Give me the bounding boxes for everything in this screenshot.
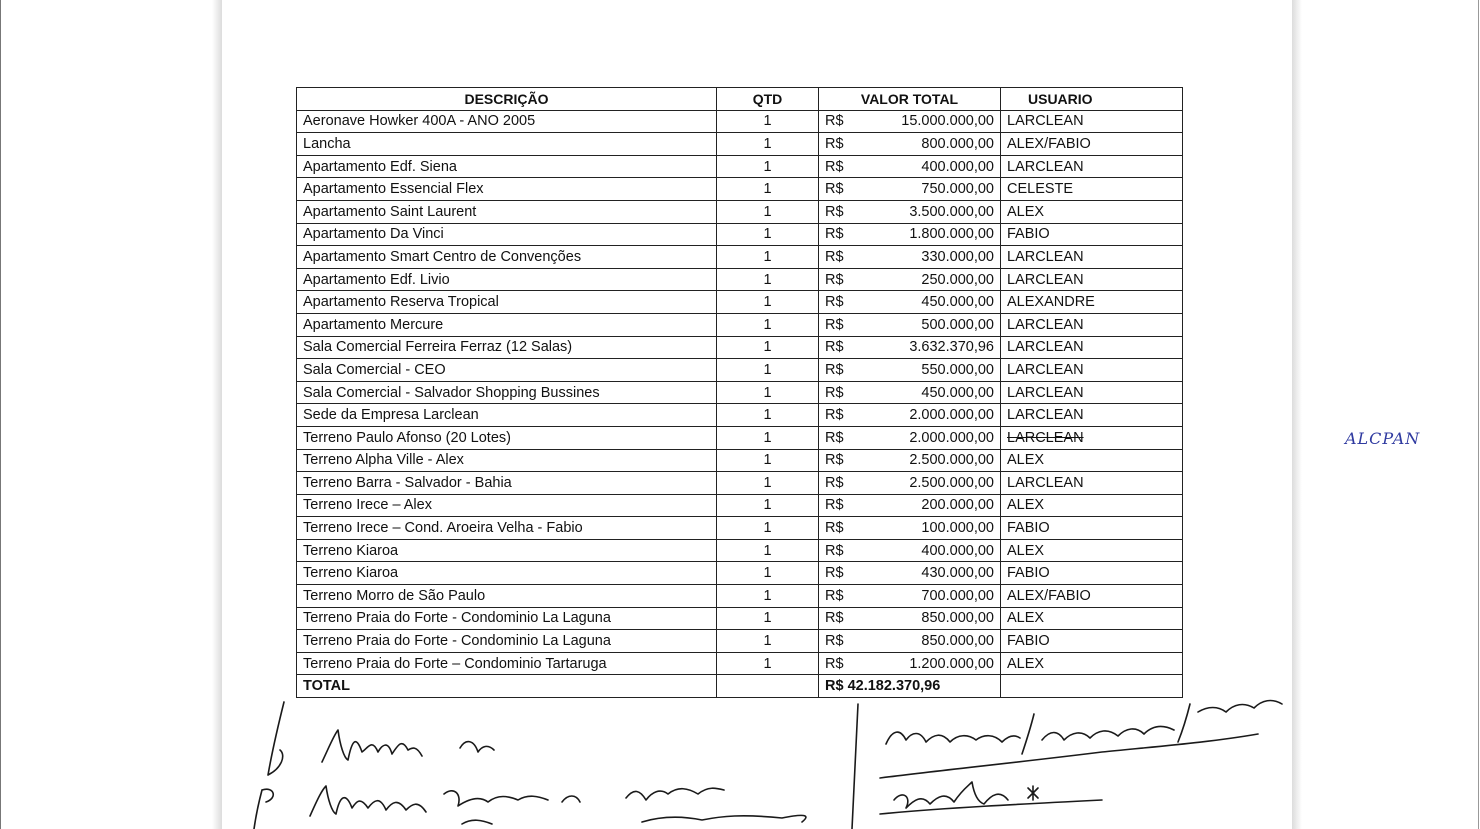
currency-symbol: R$ (825, 203, 844, 220)
usuario-text: FABIO (1007, 520, 1050, 537)
cell-usuario (1001, 155, 1183, 178)
table-row (297, 246, 1183, 269)
usuario-text: ALEX (1007, 542, 1045, 559)
cell-descricao: Apartamento Da Vinci (297, 223, 717, 246)
cell-qtd: 1 (717, 449, 819, 472)
cell-valor-total (819, 517, 1001, 540)
cell-qtd: 1 (717, 246, 819, 269)
currency-symbol: R$ (825, 339, 844, 356)
cell-valor-total (819, 494, 1001, 517)
table-row (297, 178, 1183, 201)
usuario-text: ALEX (1007, 203, 1045, 220)
amount: 15.000.000,00 (901, 113, 994, 130)
currency-symbol: R$ (825, 610, 844, 627)
cell-usuario (1001, 449, 1183, 472)
cell-usuario (1001, 607, 1183, 630)
currency-symbol: R$ (825, 316, 844, 333)
table-row (297, 381, 1183, 404)
currency-symbol: R$ (825, 474, 844, 491)
cell-valor-total (819, 585, 1001, 608)
amount: 250.000,00 (921, 271, 994, 288)
usuario-text: LARCLEAN (1007, 407, 1084, 424)
cell-valor-total (819, 449, 1001, 472)
amount: 850.000,00 (921, 610, 994, 627)
cell-usuario (1001, 562, 1183, 585)
cell-usuario (1001, 472, 1183, 495)
currency-symbol: R$ (825, 452, 844, 469)
cell-valor-total (819, 607, 1001, 630)
currency-symbol: R$ (825, 497, 844, 514)
currency-symbol: R$ (825, 158, 844, 175)
cell-valor-total (819, 133, 1001, 156)
cell-descricao: Sala Comercial Ferreira Ferraz (12 Salas) (297, 336, 717, 359)
cell-qtd: 1 (717, 652, 819, 675)
currency-symbol: R$ (825, 294, 844, 311)
cell-valor-total (819, 336, 1001, 359)
cell-descricao: Sala Comercial - CEO (297, 359, 717, 382)
cell-qtd: 1 (717, 359, 819, 382)
usuario-text: ALEX/FABIO (1007, 587, 1091, 604)
cell-descricao: Terreno Paulo Afonso (20 Lotes) (297, 426, 717, 449)
usuario-text: LARCLEAN (1007, 384, 1084, 401)
cell-qtd: 1 (717, 178, 819, 201)
handwritten-user-correction: ALCPAN (1345, 429, 1421, 448)
cell-usuario (1001, 133, 1183, 156)
cell-valor-total (819, 472, 1001, 495)
amount: 750.000,00 (921, 181, 994, 198)
cell-descricao: Terreno Irece – Cond. Aroeira Velha - Fabio (297, 517, 717, 540)
cell-usuario (1001, 178, 1183, 201)
cell-usuario (1001, 539, 1183, 562)
asset-table (296, 87, 1183, 698)
table-row (297, 200, 1183, 223)
cell-descricao: Apartamento Edf. Livio (297, 268, 717, 291)
cell-qtd: 1 (717, 381, 819, 404)
cell-qtd: 1 (717, 426, 819, 449)
cell-qtd: 1 (717, 110, 819, 133)
cell-descricao: Lancha (297, 133, 717, 156)
amount: 450.000,00 (921, 294, 994, 311)
currency-symbol: R$ (825, 587, 844, 604)
amount: 400.000,00 (921, 158, 994, 175)
cell-qtd: 1 (717, 585, 819, 608)
usuario-text: ALEX/FABIO (1007, 135, 1091, 152)
amount: 430.000,00 (921, 565, 994, 582)
amount: 550.000,00 (921, 361, 994, 378)
cell-qtd: 1 (717, 313, 819, 336)
usuario-text: LARCLEAN (1007, 429, 1084, 446)
cell-valor-total (819, 246, 1001, 269)
table-row (297, 110, 1183, 133)
table-row (297, 133, 1183, 156)
amount: 700.000,00 (921, 587, 994, 604)
cell-usuario (1001, 404, 1183, 427)
header-qtd: QTD (717, 88, 819, 111)
usuario-text: CELESTE (1007, 181, 1074, 198)
viewer-left-edge (0, 0, 1, 829)
cell-usuario (1001, 426, 1183, 449)
usuario-text: LARCLEAN (1007, 271, 1084, 288)
usuario-text: LARCLEAN (1007, 316, 1084, 333)
currency-symbol: R$ (825, 361, 844, 378)
table-row (297, 223, 1183, 246)
cell-qtd: 1 (717, 607, 819, 630)
table-row (297, 336, 1183, 359)
currency-symbol: R$ (825, 655, 844, 672)
amount: 2.500.000,00 (909, 474, 994, 491)
total-value: R$ 42.182.370,96 (819, 675, 1001, 698)
amount: 2.000.000,00 (909, 407, 994, 424)
cell-usuario (1001, 246, 1183, 269)
usuario-text: ALEX (1007, 655, 1045, 672)
cell-qtd: 1 (717, 494, 819, 517)
cell-valor-total (819, 155, 1001, 178)
cell-usuario (1001, 381, 1183, 404)
usuario-text: LARCLEAN (1007, 361, 1084, 378)
page-shadow-left (212, 0, 222, 829)
cell-valor-total (819, 562, 1001, 585)
cell-usuario (1001, 517, 1183, 540)
currency-symbol: R$ (825, 407, 844, 424)
cell-valor-total (819, 223, 1001, 246)
cell-valor-total (819, 426, 1001, 449)
cell-usuario (1001, 223, 1183, 246)
header-valor-total: VALOR TOTAL (819, 88, 1001, 111)
table-row (297, 359, 1183, 382)
table-row (297, 404, 1183, 427)
amount: 2.500.000,00 (909, 452, 994, 469)
currency-symbol: R$ (825, 429, 844, 446)
cell-descricao: Aeronave Howker 400A - ANO 2005 (297, 110, 717, 133)
cell-valor-total (819, 313, 1001, 336)
cell-usuario (1001, 268, 1183, 291)
cell-qtd: 1 (717, 268, 819, 291)
usuario-text: LARCLEAN (1007, 248, 1084, 265)
cell-usuario (1001, 291, 1183, 314)
cell-descricao: Terreno Praia do Forte – Condominio Tartaruga (297, 652, 717, 675)
currency-symbol: R$ (825, 113, 844, 130)
header-usuario: USUARIO (1001, 88, 1183, 111)
cell-descricao: Sede da Empresa Larclean (297, 404, 717, 427)
table-row (297, 517, 1183, 540)
table-row (297, 539, 1183, 562)
amount: 850.000,00 (921, 633, 994, 650)
cell-valor-total (819, 268, 1001, 291)
usuario-text: ALEXANDRE (1007, 294, 1095, 311)
viewer-right-edge (1478, 0, 1479, 829)
currency-symbol: R$ (825, 226, 844, 243)
cell-valor-total (819, 404, 1001, 427)
cell-descricao: Terreno Alpha Ville - Alex (297, 449, 717, 472)
cell-descricao: Terreno Kiaroa (297, 539, 717, 562)
cell-usuario (1001, 652, 1183, 675)
cell-descricao: Terreno Praia do Forte - Condominio La Laguna (297, 630, 717, 653)
amount: 3.500.000,00 (909, 203, 994, 220)
usuario-text: LARCLEAN (1007, 474, 1084, 491)
cell-descricao: Apartamento Smart Centro de Convenções (297, 246, 717, 269)
table-row (297, 472, 1183, 495)
cell-usuario (1001, 110, 1183, 133)
amount: 450.000,00 (921, 384, 994, 401)
handwritten-notes (222, 690, 1292, 829)
table-row (297, 426, 1183, 449)
cell-qtd: 1 (717, 630, 819, 653)
cell-usuario (1001, 630, 1183, 653)
table-row (297, 291, 1183, 314)
usuario-text: ALEX (1007, 497, 1045, 514)
cell-qtd: 1 (717, 133, 819, 156)
cell-usuario (1001, 200, 1183, 223)
currency-symbol: R$ (825, 271, 844, 288)
cell-usuario (1001, 585, 1183, 608)
cell-descricao: Apartamento Essencial Flex (297, 178, 717, 201)
amount: 1.800.000,00 (909, 226, 994, 243)
table-header-row (297, 88, 1183, 111)
cell-valor-total (819, 110, 1001, 133)
table-row (297, 607, 1183, 630)
table-row (297, 494, 1183, 517)
currency-symbol: R$ (825, 520, 844, 537)
cell-valor-total (819, 652, 1001, 675)
cell-usuario (1001, 336, 1183, 359)
cell-valor-total (819, 291, 1001, 314)
amount: 100.000,00 (921, 520, 994, 537)
amount: 500.000,00 (921, 316, 994, 333)
amount: 2.000.000,00 (909, 429, 994, 446)
amount: 800.000,00 (921, 135, 994, 152)
currency-symbol: R$ (825, 248, 844, 265)
amount: 330.000,00 (921, 248, 994, 265)
cell-descricao: Apartamento Saint Laurent (297, 200, 717, 223)
usuario-text: LARCLEAN (1007, 339, 1084, 356)
cell-descricao: Terreno Irece – Alex (297, 494, 717, 517)
cell-valor-total (819, 178, 1001, 201)
amount: 200.000,00 (921, 497, 994, 514)
header-descricao: DESCRIÇÃO (297, 88, 717, 111)
currency-symbol: R$ (825, 135, 844, 152)
total-label: TOTAL (297, 675, 717, 698)
amount: 400.000,00 (921, 542, 994, 559)
cell-valor-total (819, 539, 1001, 562)
currency-symbol: R$ (825, 181, 844, 198)
cell-valor-total (819, 381, 1001, 404)
table-row (297, 630, 1183, 653)
currency-symbol: R$ (825, 542, 844, 559)
table-row (297, 268, 1183, 291)
cell-valor-total (819, 359, 1001, 382)
cell-usuario (1001, 313, 1183, 336)
table-row (297, 652, 1183, 675)
usuario-text: ALEX (1007, 610, 1045, 627)
currency-symbol: R$ (825, 633, 844, 650)
cell-qtd: 1 (717, 336, 819, 359)
cell-descricao: Apartamento Mercure (297, 313, 717, 336)
document-page (222, 0, 1421, 829)
usuario-text: LARCLEAN (1007, 158, 1084, 175)
cell-usuario (1001, 359, 1183, 382)
cell-descricao: Sala Comercial - Salvador Shopping Bussines (297, 381, 717, 404)
table-row (297, 449, 1183, 472)
usuario-text: FABIO (1007, 565, 1050, 582)
currency-symbol: R$ (825, 384, 844, 401)
cell-valor-total (819, 630, 1001, 653)
cell-qtd: 1 (717, 404, 819, 427)
usuario-text: LARCLEAN (1007, 113, 1084, 130)
cell-descricao: Terreno Barra - Salvador - Bahia (297, 472, 717, 495)
table-row (297, 313, 1183, 336)
cell-descricao: Terreno Praia do Forte - Condominio La Laguna (297, 607, 717, 630)
cell-valor-total (819, 200, 1001, 223)
cell-qtd: 1 (717, 517, 819, 540)
currency-symbol: R$ (825, 565, 844, 582)
table-row (297, 562, 1183, 585)
cell-descricao: Terreno Morro de São Paulo (297, 585, 717, 608)
cell-qtd: 1 (717, 291, 819, 314)
amount: 1.200.000,00 (909, 655, 994, 672)
usuario-text: FABIO (1007, 633, 1050, 650)
cell-qtd: 1 (717, 155, 819, 178)
cell-descricao: Apartamento Reserva Tropical (297, 291, 717, 314)
table-row (297, 155, 1183, 178)
cell-qtd: 1 (717, 562, 819, 585)
cell-descricao: Apartamento Edf. Siena (297, 155, 717, 178)
cell-qtd: 1 (717, 539, 819, 562)
table-row (297, 585, 1183, 608)
usuario-text: ALEX (1007, 452, 1045, 469)
amount: 3.632.370,96 (909, 339, 994, 356)
cell-qtd: 1 (717, 223, 819, 246)
cell-qtd: 1 (717, 472, 819, 495)
page-shadow-right (1292, 0, 1302, 829)
cell-qtd: 1 (717, 200, 819, 223)
cell-usuario (1001, 494, 1183, 517)
cell-descricao: Terreno Kiaroa (297, 562, 717, 585)
usuario-text: FABIO (1007, 226, 1050, 243)
